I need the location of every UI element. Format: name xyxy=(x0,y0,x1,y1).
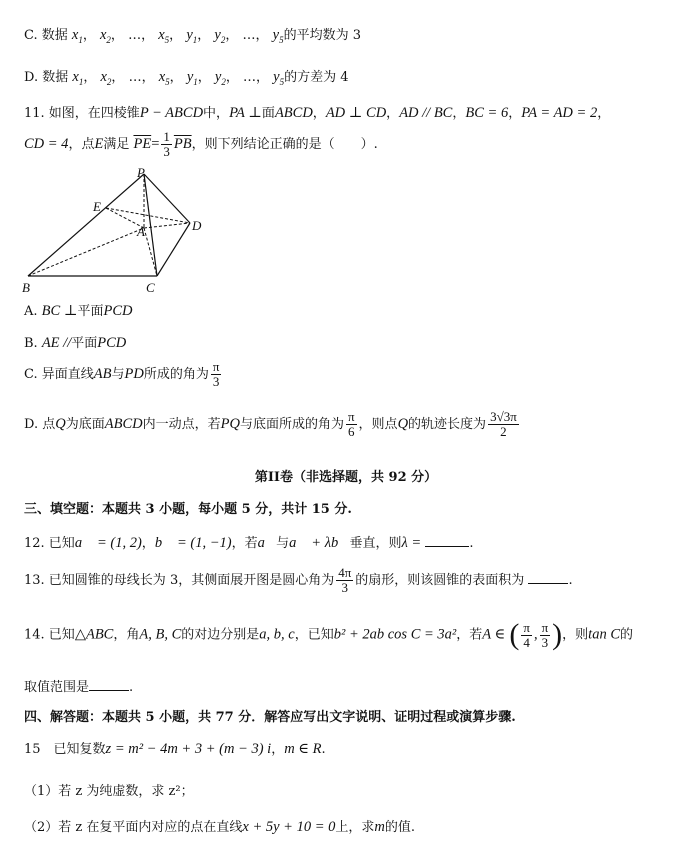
q14-line1: 14. 已知△ABC，角A, B, C的对边分别是a, b, c，已知b² + 2ab cos C = 3a²，若A ∈ ( $\frac{\pi}{4}$ , $\frac{\pi}{3}$ )，则tan C的 xyxy=(24,618,634,651)
q11-option-b: B. AE //平面PCD xyxy=(24,335,127,351)
option-c-mean: C. 数据 $x_1$， $x_2$， …， $x_5$， $y_1$， $y_2$， …， $y_5$的平均数为 3 xyxy=(24,27,362,45)
edge-ab xyxy=(28,228,144,276)
q11-option-c: C. 异面直线AB与PD所成的角为 $\frac{\pi}{3}$ xyxy=(24,359,220,389)
label-a: A xyxy=(137,224,145,239)
q11-option-a: A. BC ⊥平面PCD xyxy=(24,303,133,319)
label-e: E xyxy=(93,199,101,214)
q14-answer-blank[interactable] xyxy=(89,678,129,691)
q11-stem-line2: CD = 4，点E满足 $\overline{PE}=$ $\frac{1}{3}$ $\overline{PB}$，则下列结论正确的是（ ）. xyxy=(24,129,378,159)
section-three-heading: 三、填空题：本题共 3 小题，每小题 5 分，共计 15 分. xyxy=(24,502,352,517)
q15-part1: （1）若 z 为纯虚数，求 z²； xyxy=(24,784,194,799)
edge-cd xyxy=(157,223,190,276)
label-c: C xyxy=(146,280,155,295)
q13: 13. 已知圆锥的母线长为 3，其侧面展开图是圆心角为 $\frac{4\pi}{3}$ 的扇形，则该圆锥的表面积为 . xyxy=(24,565,573,595)
section-ii-heading: 第II卷（非选择题，共 92 分） xyxy=(254,470,438,485)
q13-answer-blank[interactable] xyxy=(528,571,568,584)
label-d: D xyxy=(192,218,202,233)
section-four-heading: 四、解答题：本题共 5 小题，共 77 分．解答应写出文字说明、证明过程或演算步骤. xyxy=(24,710,516,725)
option-d-variance: D. 数据 $x_1$， $x_2$， …， $x_5$， $y_1$， $y_2$， …， $y_5$的方差为 4 xyxy=(24,69,349,87)
q11-option-d: D. 点Q为底面ABCD内一动点，若PQ与底面所成的角为 $\frac{\pi}{6}$ ，则点Q的轨迹长度为 $\frac{3√3\pi}{2}$ xyxy=(24,409,517,439)
edge-ac xyxy=(144,228,157,276)
edge-pc xyxy=(144,174,157,276)
q14-line2: 取值范围是 . xyxy=(24,680,134,695)
q12: 12. 已知a⃗ = (1, 2)，b⃗ = (1, −1)，若a⃗与a⃗ + λb⃗垂直，则λ = . xyxy=(24,535,474,551)
q11-stem-line1: 11. 如图，在四棱锥P − ABCD中，PA ⊥面ABCD，AD ⊥ CD，AD // BC，BC = 6，PA = AD = 2， xyxy=(24,105,611,121)
q15-part2: （2）若 z 在复平面内对应的点在直线x + 5y + 10 = 0上，求m的值. xyxy=(24,819,416,835)
label-b: B xyxy=(22,280,30,295)
label-p: P xyxy=(137,168,145,180)
q12-answer-blank[interactable] xyxy=(425,534,469,547)
q15-stem: 15 已知复数z = m² − 4m + 3 + (m − 3) i，m ∈ R. xyxy=(24,741,326,757)
edge-pb xyxy=(28,174,144,276)
pyramid-figure xyxy=(20,168,220,298)
